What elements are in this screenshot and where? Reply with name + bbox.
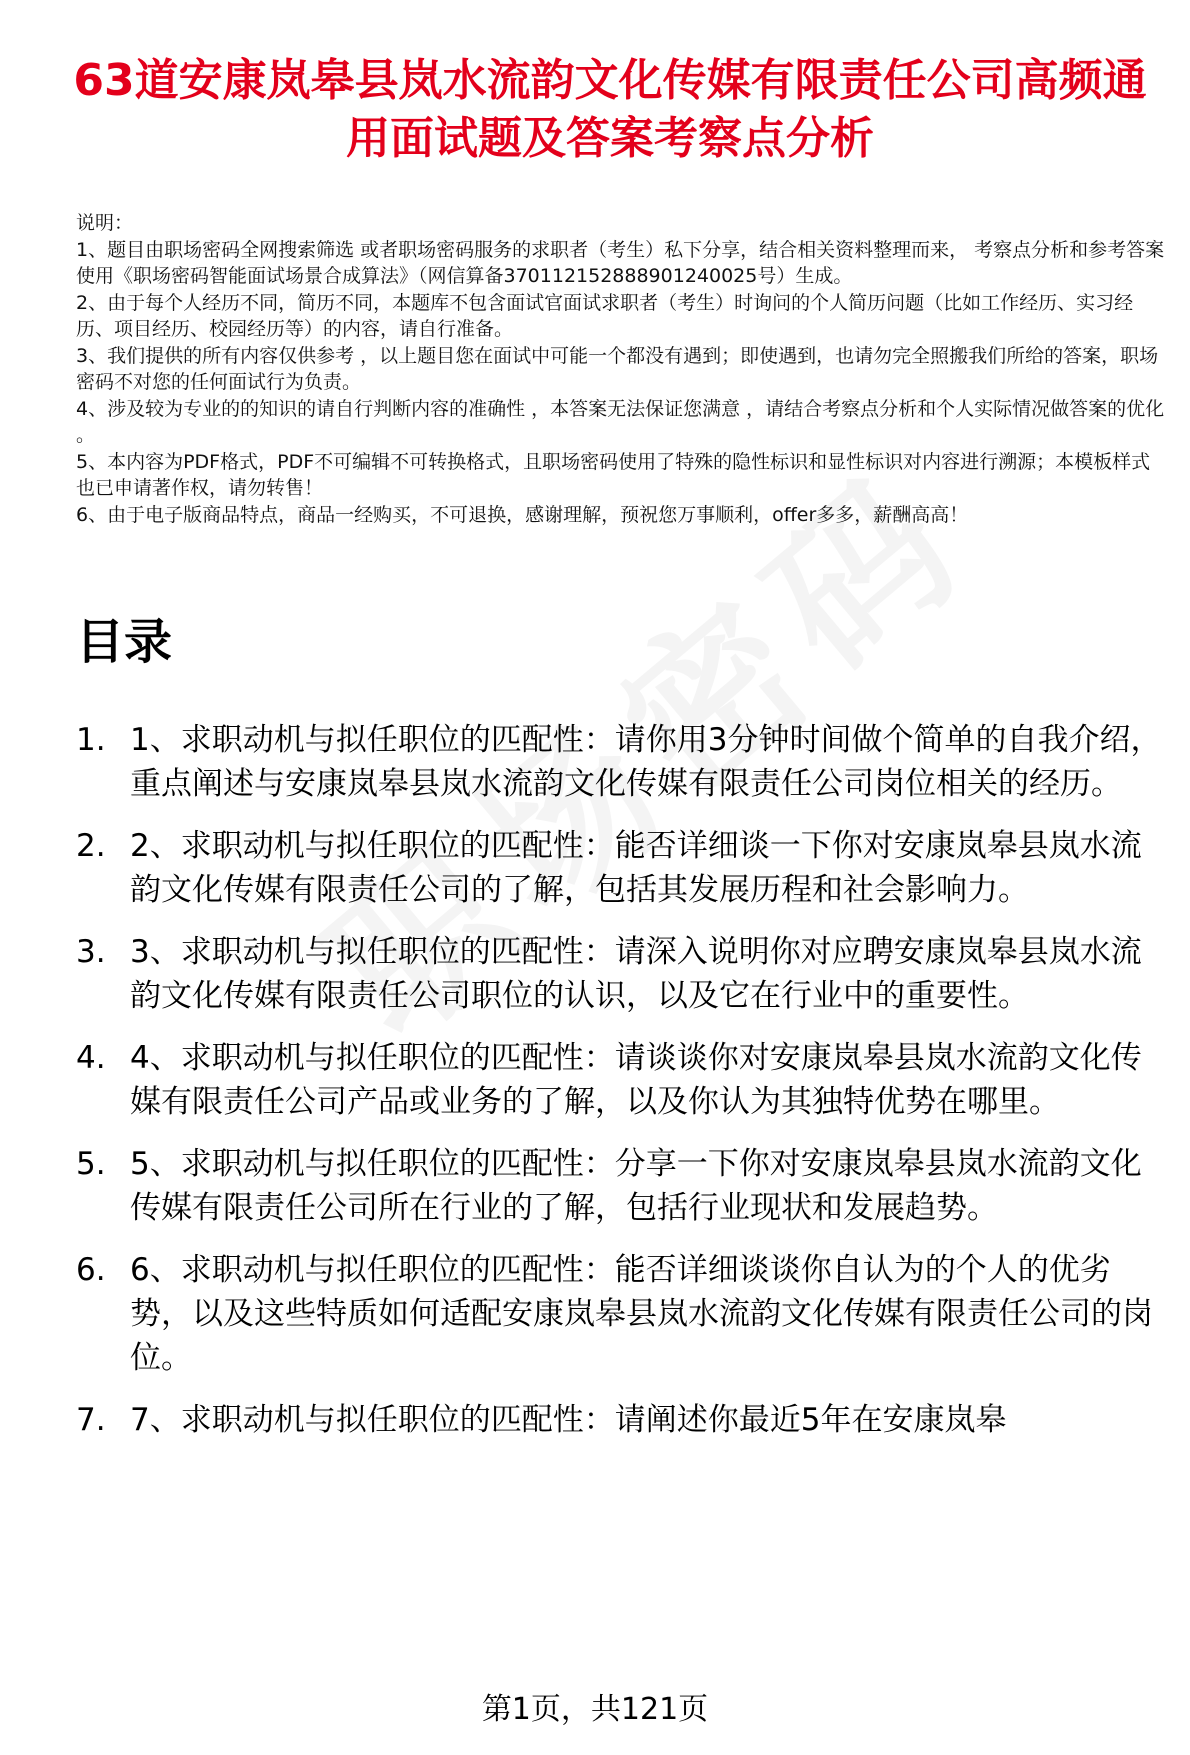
toc-item-text: 5、求职动机与拟任职位的匹配性：分享一下你对安康岚皋县岚水流韵文化传媒有限责任公司所在行业的了解，包括行业现状和发展趋势。 (130, 1146, 1142, 1226)
toc-item[interactable] (76, 1036, 1166, 1124)
note-item: 1、题目由职场密码全网搜索筛选 或者职场密码服务的求职者（考生）私下分享，结合相关资料整理而来， 考察点分析和参考答案使用《职场密码智能面试场景合成算法》（网信算备370112152888901240025号）生成。 (76, 238, 1165, 287)
toc-item-text: 1、求职动机与拟任职位的匹配性：请你用3分钟时间做个简单的自我介绍，重点阐述与安康岚皋县岚水流韵文化传媒有限责任公司岗位相关的经历。 (130, 722, 1162, 802)
toc-item-number: 4. (76, 1040, 106, 1076)
toc-item-number: 2. (76, 828, 106, 864)
toc-heading: 目录 (76, 614, 173, 670)
note-item: 4、涉及较为专业的的知识的请自行判断内容的准确性 ，本答案无法保证您满意 ，请结合考察点分析和个人实际情况做答案的优化 。 (76, 397, 1165, 446)
toc-item-text: 4、求职动机与拟任职位的匹配性：请谈谈你对安康岚皋县岚水流韵文化传媒有限责任公司产品或业务的了解，以及你认为其独特优势在哪里。 (130, 1040, 1142, 1120)
toc-item-number: 5. (76, 1146, 106, 1182)
note-item: 6、由于电子版商品特点，商品一经购买，不可退换，感谢理解，预祝您万事顺利，offer多多，薪酬高高！ (76, 503, 969, 526)
page-footer: 第1页，共121页 (481, 1692, 709, 1727)
notes-section (76, 210, 1166, 528)
toc-item-text: 2、求职动机与拟任职位的匹配性：能否详细谈一下你对安康岚皋县岚水流韵文化传媒有限责任公司的了解，包括其发展历程和社会影响力。 (130, 828, 1142, 908)
toc-item-number: 6. (76, 1252, 106, 1288)
toc-item[interactable] (76, 1248, 1166, 1380)
toc-item[interactable] (76, 930, 1166, 1018)
toc-item-number: 3. (76, 934, 106, 970)
note-item: 3、我们提供的所有内容仅供参考 ，以上题目您在面试中可能一个都没有遇到；即使遇到，也请勿完全照搬我们所给的答案，职场密码不对您的任何面试行为负责。 (76, 344, 1159, 393)
notes-heading: 说明： (76, 212, 134, 234)
toc-item[interactable] (76, 824, 1166, 912)
toc-item-number: 1. (76, 722, 106, 758)
toc-item[interactable] (76, 718, 1166, 806)
toc-item-text: 7、求职动机与拟任职位的匹配性：请阐述你最近5年在安康岚皋 (130, 1402, 1007, 1438)
page-title: 63道安康岚皋县岚水流韵文化传媒有限责任公司高频通用面试题及答案考察点分析 (73, 55, 1147, 164)
note-item: 2、由于每个人经历不同，简历不同，本题库不包含面试官面试求职者（考生）时询问的个人简历问题（比如工作经历、实习经历、项目经历、校园经历等）的内容，请自行准备。 (76, 291, 1134, 340)
note-item: 5、本内容为PDF格式，PDF不可编辑不可转换格式，且职场密码使用了特殊的隐性标识和显性标识对内容进行溯源；本模板样式也已申请著作权，请勿转售！ (76, 450, 1151, 499)
toc-list (76, 718, 1166, 1460)
toc-item-text: 3、求职动机与拟任职位的匹配性：请深入说明你对应聘安康岚皋县岚水流韵文化传媒有限责任公司职位的认识，以及它在行业中的重要性。 (130, 934, 1142, 1014)
toc-item[interactable] (76, 1142, 1166, 1230)
toc-item-text: 6、求职动机与拟任职位的匹配性：能否详细谈谈你自认为的个人的优劣势，以及这些特质如何适配安康岚皋县岚水流韵文化传媒有限责任公司的岗位。 (130, 1252, 1153, 1376)
toc-item-number: 7. (76, 1402, 106, 1438)
toc-item[interactable] (76, 1398, 1166, 1442)
